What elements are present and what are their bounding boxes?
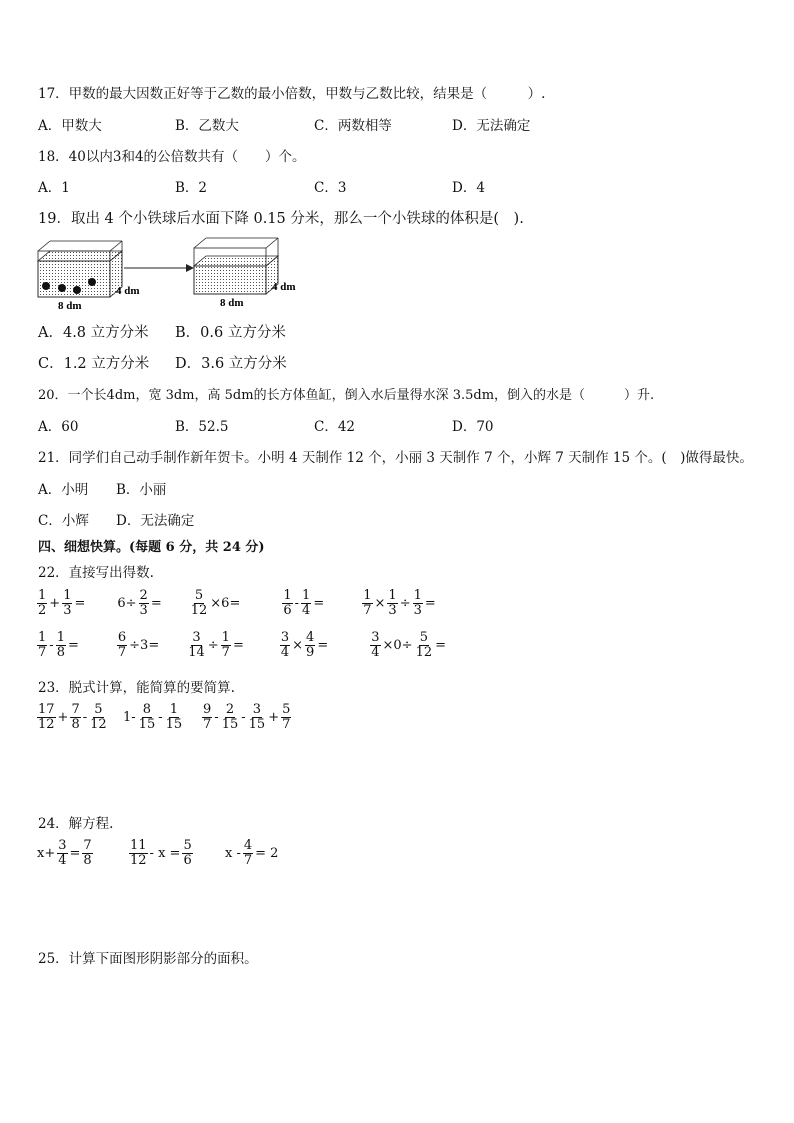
q23-expression-3 bbox=[201, 703, 292, 732]
numerator: 5 bbox=[282, 702, 291, 717]
mental-math-item bbox=[361, 589, 437, 618]
operator: = 2 bbox=[255, 846, 279, 861]
denominator: 7 bbox=[282, 717, 291, 732]
question-22-stem: 22．直接写出得数. bbox=[38, 565, 154, 581]
numerator: 5 bbox=[419, 630, 428, 645]
denominator: 3 bbox=[413, 603, 422, 618]
operator: × bbox=[374, 596, 386, 611]
iron-ball bbox=[88, 278, 96, 286]
q21-option-d[interactable]: D．无法确定 bbox=[116, 513, 195, 529]
mental-math-item bbox=[281, 589, 325, 618]
denominator: 8 bbox=[56, 645, 65, 660]
fraction bbox=[221, 703, 240, 732]
denominator: 7 bbox=[117, 645, 127, 660]
left-height-label: 4 dm bbox=[116, 285, 140, 297]
right-height-label: 4 dm bbox=[272, 281, 296, 293]
denominator: 3 bbox=[63, 603, 72, 618]
q17-option-a[interactable]: A．甲数大 bbox=[38, 118, 102, 134]
iron-ball bbox=[73, 286, 81, 294]
denominator: 7 bbox=[363, 603, 372, 618]
denominator: 8 bbox=[71, 717, 80, 732]
numerator: 8 bbox=[142, 702, 152, 717]
fraction bbox=[37, 703, 56, 732]
denominator: 7 bbox=[243, 853, 253, 868]
q18-option-d[interactable]: D．4 bbox=[452, 180, 485, 196]
denominator: 4 bbox=[58, 853, 67, 868]
mental-math-item bbox=[186, 631, 245, 660]
denominator: 3 bbox=[388, 603, 397, 618]
denominator: 12 bbox=[38, 717, 55, 732]
q21-option-b[interactable]: B．小丽 bbox=[116, 482, 167, 498]
numerator: 5 bbox=[183, 838, 192, 853]
numerator: 1 bbox=[38, 630, 47, 645]
fraction bbox=[202, 703, 212, 732]
numerator: 1 bbox=[413, 588, 422, 603]
fraction bbox=[305, 631, 315, 660]
operator: + bbox=[49, 596, 61, 611]
operator: = bbox=[150, 596, 162, 611]
fraction bbox=[56, 631, 66, 660]
question-23-stem: 23．脱式计算，能简算的要简算. bbox=[38, 680, 235, 696]
q20-option-c[interactable]: C．42 bbox=[314, 419, 356, 435]
fraction bbox=[370, 631, 380, 660]
operator: = bbox=[74, 596, 86, 611]
numerator: 2 bbox=[225, 702, 235, 717]
operator: = bbox=[313, 596, 325, 611]
fraction bbox=[165, 703, 184, 732]
numerator: 17 bbox=[38, 702, 55, 717]
operator: = bbox=[317, 638, 329, 653]
numerator: 7 bbox=[83, 838, 92, 853]
q17-option-c[interactable]: C．两数相等 bbox=[314, 118, 392, 134]
right-tank bbox=[194, 238, 296, 309]
operator: - bbox=[49, 638, 54, 653]
numerator: 1 bbox=[221, 630, 230, 645]
fraction bbox=[182, 839, 192, 868]
numerator: 3 bbox=[192, 630, 201, 645]
q19-option-b[interactable]: B．0.6 立方分米 bbox=[175, 325, 286, 341]
operator: ×6= bbox=[210, 596, 241, 611]
operator: + bbox=[268, 710, 280, 725]
fraction bbox=[282, 589, 292, 618]
operator: = bbox=[67, 638, 79, 653]
operator: × bbox=[292, 638, 304, 653]
iron-ball bbox=[42, 282, 50, 290]
fraction bbox=[117, 631, 127, 660]
numerator: 11 bbox=[130, 838, 147, 853]
numerator: 1 bbox=[283, 588, 292, 603]
operator: - bbox=[294, 596, 300, 611]
mental-math-item bbox=[36, 631, 80, 660]
operator: = bbox=[69, 846, 81, 861]
denominator: 12 bbox=[90, 717, 107, 732]
operator: = bbox=[435, 638, 447, 653]
fraction bbox=[243, 839, 253, 868]
denominator: 12 bbox=[130, 853, 147, 868]
question-19-stem: 19．取出 4 个小铁球后水面下降 0.15 分米，那么一个小铁球的体积是( ). bbox=[38, 211, 524, 227]
operator: - bbox=[82, 710, 88, 725]
fraction bbox=[190, 589, 209, 618]
fraction bbox=[362, 589, 372, 618]
mental-math-item bbox=[189, 589, 242, 618]
operator: ÷ bbox=[207, 638, 219, 653]
numerator: 1 bbox=[302, 588, 311, 603]
denominator: 6 bbox=[183, 853, 192, 868]
mental-math-item bbox=[36, 589, 86, 618]
denominator: 15 bbox=[138, 717, 156, 732]
q20-option-a[interactable]: A．60 bbox=[38, 419, 79, 435]
operator: - bbox=[214, 710, 219, 725]
numerator: 4 bbox=[243, 838, 253, 853]
denominator: 7 bbox=[38, 645, 47, 660]
operator: x+ bbox=[37, 846, 56, 861]
q17-option-d[interactable]: D．无法确定 bbox=[452, 118, 531, 134]
denominator: 8 bbox=[83, 853, 92, 868]
numerator: 3 bbox=[371, 630, 380, 645]
q23-expression-2 bbox=[122, 703, 184, 732]
operator: 6÷ bbox=[117, 596, 137, 611]
q19-option-c[interactable]: C．1.2 立方分米 bbox=[38, 356, 150, 372]
numerator: 1 bbox=[363, 588, 372, 603]
fraction bbox=[37, 631, 47, 660]
denominator: 15 bbox=[248, 717, 266, 732]
denominator: 15 bbox=[221, 717, 239, 732]
denominator: 4 bbox=[302, 603, 311, 618]
operator: = bbox=[232, 638, 244, 653]
q18-option-a[interactable]: A．1 bbox=[38, 180, 70, 196]
numerator: 5 bbox=[194, 588, 204, 603]
fraction bbox=[415, 631, 434, 660]
numerator: 5 bbox=[94, 702, 103, 717]
denominator: 7 bbox=[203, 717, 212, 732]
denominator: 6 bbox=[283, 603, 292, 618]
right-width-label: 8 dm bbox=[220, 297, 244, 309]
fraction bbox=[129, 839, 148, 868]
question-18-stem: 18．40以内3和4的公倍数共有（ ）个。 bbox=[38, 149, 306, 165]
q19-option-a[interactable]: A．4.8 立方分米 bbox=[38, 325, 149, 341]
fraction bbox=[281, 703, 291, 732]
fraction bbox=[413, 589, 423, 618]
denominator: 4 bbox=[371, 645, 380, 660]
operator: - bbox=[158, 710, 163, 725]
q23-expression-1 bbox=[36, 703, 109, 732]
left-width-label: 8 dm bbox=[58, 300, 82, 312]
q20-option-d[interactable]: D．70 bbox=[452, 419, 494, 435]
q22-row-1 bbox=[36, 589, 437, 618]
question-17-stem: 17．甲数的最大因数正好等于乙数的最小倍数，甲数与乙数比较，结果是（ ）. bbox=[38, 86, 546, 102]
q18-option-b[interactable]: B．2 bbox=[175, 180, 208, 196]
q24-equation-2 bbox=[128, 839, 194, 868]
operator: ÷3= bbox=[129, 638, 160, 653]
numerator: 3 bbox=[252, 702, 262, 717]
fraction bbox=[187, 631, 206, 660]
question-21-stem: 21．同学们自己动手制作新年贺卡。小明 4 天制作 12 个，小丽 3 天制作 7 个，小辉 7 天制作 15 个。( )做得最快。 bbox=[38, 450, 753, 466]
mental-math-item bbox=[116, 631, 160, 660]
numerator: 3 bbox=[58, 838, 67, 853]
denominator: 2 bbox=[38, 603, 47, 618]
fraction bbox=[301, 589, 311, 618]
fraction bbox=[387, 589, 397, 618]
fraction bbox=[37, 589, 47, 618]
mental-math-item bbox=[369, 631, 447, 660]
fraction bbox=[139, 589, 149, 618]
iron-ball bbox=[58, 284, 66, 292]
operator: ÷ bbox=[399, 596, 411, 611]
numerator: 1 bbox=[63, 588, 72, 603]
numerator: 3 bbox=[280, 630, 290, 645]
numerator: 2 bbox=[139, 588, 148, 603]
left-tank bbox=[38, 241, 140, 312]
section-4-title: 四、细想快算。(每题 6 分，共 24 分) bbox=[38, 540, 265, 555]
denominator: 7 bbox=[221, 645, 230, 660]
question-25-stem: 25．计算下面图形阴影部分的面积。 bbox=[38, 951, 258, 967]
q22-row-2 bbox=[36, 631, 447, 660]
fraction bbox=[57, 839, 67, 868]
numerator: 1 bbox=[388, 588, 397, 603]
operator: x - bbox=[225, 846, 241, 861]
fraction bbox=[221, 631, 231, 660]
fraction bbox=[70, 703, 80, 732]
operator: = bbox=[424, 596, 436, 611]
q20-option-b[interactable]: B．52.5 bbox=[175, 419, 229, 435]
q17-option-b[interactable]: B．乙数大 bbox=[175, 118, 239, 134]
fraction bbox=[280, 631, 290, 660]
q24-equation-3 bbox=[224, 839, 279, 868]
denominator: 3 bbox=[139, 603, 148, 618]
fraction bbox=[248, 703, 267, 732]
mental-math-item bbox=[279, 631, 329, 660]
numerator: 1 bbox=[38, 588, 47, 603]
denominator: 14 bbox=[188, 645, 205, 660]
numerator: 4 bbox=[306, 630, 315, 645]
operator: - x = bbox=[149, 846, 181, 861]
denominator: 15 bbox=[165, 717, 183, 732]
numerator: 7 bbox=[71, 702, 80, 717]
question-20-stem: 20．一个长4dm，宽 3dm，高 5dm的长方体鱼缸，倒入水后量得水深 3.5dm，倒入的水是（ ）升. bbox=[38, 388, 655, 403]
fraction bbox=[82, 839, 92, 868]
q21-option-c[interactable]: C．小辉 bbox=[38, 513, 89, 529]
numerator: 6 bbox=[117, 630, 127, 645]
operator: + bbox=[57, 710, 69, 725]
operator: 1- bbox=[123, 710, 136, 725]
numerator: 1 bbox=[169, 702, 179, 717]
numerator: 9 bbox=[203, 702, 212, 717]
denominator: 4 bbox=[280, 645, 290, 660]
mental-math-item bbox=[116, 589, 162, 618]
tank-figure bbox=[36, 236, 326, 312]
numerator: 1 bbox=[56, 630, 65, 645]
denominator: 9 bbox=[306, 645, 315, 660]
fraction bbox=[89, 703, 108, 732]
denominator: 12 bbox=[190, 603, 208, 618]
operator: - bbox=[241, 710, 246, 725]
denominator: 12 bbox=[415, 645, 433, 660]
q19-option-d[interactable]: D．3.6 立方分米 bbox=[175, 356, 287, 372]
question-24-stem: 24．解方程. bbox=[38, 816, 114, 832]
fraction bbox=[138, 703, 157, 732]
q18-option-c[interactable]: C．3 bbox=[314, 180, 347, 196]
q21-option-a[interactable]: A．小明 bbox=[38, 482, 89, 498]
operator: ×0÷ bbox=[382, 638, 413, 653]
fraction bbox=[62, 589, 72, 618]
q24-equation-1 bbox=[36, 839, 94, 868]
